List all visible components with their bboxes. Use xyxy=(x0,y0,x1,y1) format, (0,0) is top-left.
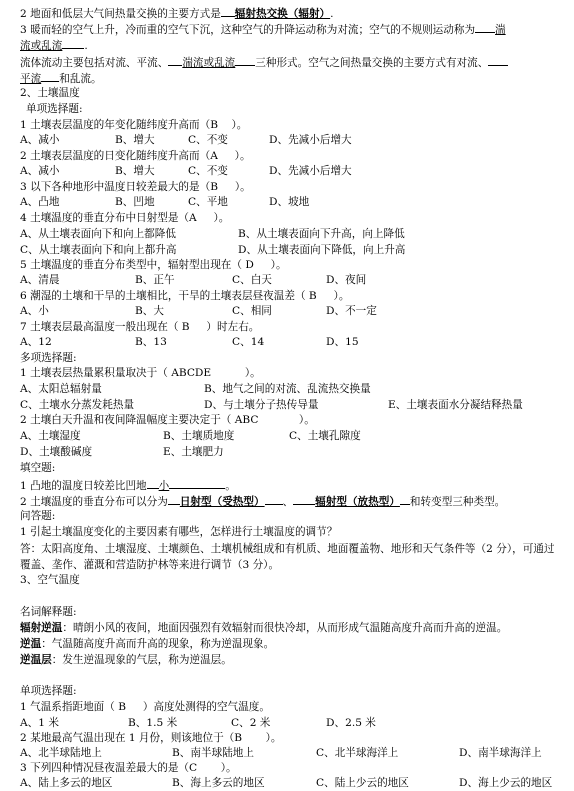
multi-choice-heading: 多项选择题: xyxy=(20,352,77,364)
s1-line3 xyxy=(20,37,88,53)
single-choice-heading: 单项选择题: xyxy=(26,103,83,115)
term-2-definition: ：气温随高度升高而升高的现象，称为逆温现象。 xyxy=(41,638,275,650)
soil-q6-option-d: D、不一定 xyxy=(326,305,377,317)
soil-m2-option-a: A、土壤湿度 xyxy=(20,430,81,442)
s1-l1-answer: 辐射热交换（辐射） xyxy=(234,8,331,20)
soil-q2-option-b: B、增大 xyxy=(115,165,155,177)
soil-q6: 6 潮湿的土壤和干旱的土壤相比，干旱的土壤表层昼夜温差（ B ）。 xyxy=(20,290,350,302)
soil-q7-option-c: C、14 xyxy=(232,336,265,348)
s1-l1-pre: 2 地面和低层大气间热量交换的主要方式是 xyxy=(20,8,221,20)
soil-q1-option-d: D、先减小后增大 xyxy=(269,134,352,146)
soil-f2-answer-2: 辐射型（放热型） xyxy=(315,496,400,508)
term-3-definition: ：发生逆温现象的气层，称为逆温层。 xyxy=(51,654,232,666)
soil-q1-option-c: C、不变 xyxy=(188,134,228,146)
soil-f2 xyxy=(20,493,505,509)
soil-q1-option-b: B、增大 xyxy=(115,134,155,146)
term-1-definition: ：晴朗小风的夜间，地面因强烈有效辐射而很快冷却，从而形成气温随高度升高而升高的逆温。 xyxy=(62,622,508,634)
soil-q5-option-d: D、夜间 xyxy=(326,274,367,286)
term-radiation-inversion xyxy=(20,621,507,635)
s1-l4-mid: 三种形式。空气之间热量交换的主要方式有对流、 xyxy=(255,57,489,69)
soil-m2: 2 土壤白天升温和夜间降温幅度主要决定于（ ABC ）。 xyxy=(20,414,315,426)
soil-m1-option-c: C、土壤水分蒸发耗热量 xyxy=(20,399,135,411)
fill-blank-heading: 填空题: xyxy=(20,462,56,474)
s1-l5-answer: 平流 xyxy=(20,73,42,85)
s1-l3-answer: 流或乱流 xyxy=(20,40,63,52)
soil-m2-option-c: C、土壤孔隙度 xyxy=(289,430,361,442)
soil-q2: 2 土壤表层温度的日变化随纬度升高而（A ）。 xyxy=(20,150,251,162)
term-heading: 名词解释题: xyxy=(20,606,77,618)
air-q1-option-d: D、2.5 米 xyxy=(326,717,376,729)
soil-q2-option-d: D、先减小后增大 xyxy=(269,165,352,177)
air-q2-option-d: D、南半球海洋上 xyxy=(459,747,542,759)
soil-f1-answer: 小 xyxy=(158,480,170,492)
soil-q4-option-b: B、从土壤表面向下升高，向上降低 xyxy=(238,228,405,240)
soil-q7-option-d: D、15 xyxy=(326,336,359,348)
air-q2-option-b: B、南半球陆地上 xyxy=(172,747,254,759)
soil-q3: 3 以下各种地形中温度日较差最大的是（B ）。 xyxy=(20,181,251,193)
soil-q3-option-b: B、凹地 xyxy=(115,196,155,208)
soil-q6-option-b: B、大 xyxy=(135,305,164,317)
soil-m1: 1 土壤表层热量累积量取决于（ ABCDE ）。 xyxy=(20,367,261,379)
air-q1-option-c: C、2 米 xyxy=(231,717,271,729)
air-q2: 2 某地最高气温出现在 1 月份，则该地位于（B ）。 xyxy=(20,732,282,744)
s1-l5-end: 和乱流。 xyxy=(59,73,102,85)
air-q3-option-d: D、海上少云的地区 xyxy=(459,777,553,789)
section-title-air: 3、空气温度 xyxy=(20,574,80,586)
soil-q2-option-c: C、不变 xyxy=(188,165,228,177)
air-q3: 3 下列四种情况昼夜温差最大的是（C ）。 xyxy=(20,762,237,774)
air-q1-option-a: A、1 米 xyxy=(20,717,59,729)
soil-f2-end: 和转变型三种类型。 xyxy=(409,496,506,508)
soil-m1-option-e: E、土壤表面水分凝结释热量 xyxy=(388,399,523,411)
s1-line5 xyxy=(20,70,102,86)
soil-f2-answer-1: 日射型（受热型） xyxy=(179,496,265,508)
term-2-name: 逆温 xyxy=(20,638,42,650)
s1-line1 xyxy=(20,5,334,21)
air-q2-option-c: C、北半球海洋上 xyxy=(316,747,399,759)
soil-q6-option-a: A、小 xyxy=(20,305,49,317)
s1-l2-answer: 湍 xyxy=(495,24,506,36)
soil-q7-option-b: B、13 xyxy=(135,336,167,348)
soil-q3-option-d: D、坡地 xyxy=(269,196,310,208)
air-q1-option-b: B、1.5 米 xyxy=(128,717,178,729)
soil-m2-option-b: B、土壤质地度 xyxy=(163,430,235,442)
soil-qa1: 1 引起土壤温度变化的主要因素有哪些，怎样进行土壤温度的调节？ xyxy=(20,526,338,538)
soil-q7-option-a: A、12 xyxy=(20,336,52,348)
air-q3-option-a: A、陆上多云的地区 xyxy=(20,777,113,789)
air-q3-option-c: C、陆上少云的地区 xyxy=(316,777,409,789)
soil-q4-option-c: C、从土壤表面向下和向上都升高 xyxy=(20,244,177,256)
soil-q5-option-c: C、白天 xyxy=(232,274,272,286)
s1-l4-answer: 湍流或乱流 xyxy=(182,57,236,69)
term-inversion-layer xyxy=(20,653,232,667)
soil-f1 xyxy=(20,477,236,493)
soil-q3-option-a: A、凸地 xyxy=(20,196,60,208)
soil-m1-option-b: B、地气之间的对流、乱流热交换量 xyxy=(204,383,371,395)
soil-f1-end: 。 xyxy=(225,480,236,492)
air-q1: 1 气温系指距地面（ B ）高度处测得的空气温度。 xyxy=(20,701,270,713)
soil-f2-pre: 2 土壤温度的垂直分布可以分为 xyxy=(20,496,168,508)
term-inversion xyxy=(20,637,274,651)
qa-heading: 问答题: xyxy=(20,510,56,522)
term-1-name: 辐射逆温 xyxy=(20,622,63,634)
s1-line4 xyxy=(20,54,508,70)
s1-l3-end: . xyxy=(84,40,88,52)
soil-q7: 7 土壤表层最高温度一般出现在（ B ）时左右。 xyxy=(20,321,260,333)
soil-m2-option-d: D、土壤酸碱度 xyxy=(20,446,93,458)
soil-f2-sep: 、 xyxy=(282,496,294,508)
soil-q3-option-c: C、平地 xyxy=(188,196,228,208)
s1-l1-end: . xyxy=(330,8,334,20)
soil-q1: 1 土壤表层温度的年变化随纬度升高而（B ）。 xyxy=(20,119,248,131)
soil-q5-option-a: A、清晨 xyxy=(20,274,60,286)
s1-line2 xyxy=(20,21,506,37)
s1-l4-pre: 流体流动主要包括对流、平流、 xyxy=(20,57,169,69)
soil-q5-option-b: B、正午 xyxy=(135,274,175,286)
soil-q1-option-a: A、减小 xyxy=(20,134,60,146)
air-q2-option-a: A、北半球陆地上 xyxy=(20,747,102,759)
soil-m1-option-a: A、太阳总辐射量 xyxy=(20,383,102,395)
soil-q6-option-c: C、相同 xyxy=(232,305,272,317)
soil-f1-pre: 1 凸地的温度日较差比凹地 xyxy=(20,480,147,492)
section-title-soil: 2、土壤温度 xyxy=(20,87,80,99)
soil-m2-option-e: E、土壤肥力 xyxy=(163,446,224,458)
air-single-choice-heading: 单项选择题: xyxy=(20,685,77,697)
soil-m1-option-d: D、与土壤分子热传导量 xyxy=(204,399,319,411)
soil-q4-option-d: D、从土壤表面向下降低，向上升高 xyxy=(238,244,406,256)
soil-q4: 4 土壤温度的垂直分布中日射型是（A ）。 xyxy=(20,212,230,224)
soil-q5: 5 土壤温度的垂直分布类型中，辐射型出现在（ D ）。 xyxy=(20,259,287,271)
soil-qa1-answer: 答：太阳高度角、土壤湿度、土壤颜色、土壤机械组成和有机质、地面覆盖物、地形和天气条件等（2 分），可通过覆盖、垄作、灌溉和营造防护林等来进行调节（3 分）。 xyxy=(20,543,555,571)
term-3-name: 逆温层 xyxy=(20,654,52,666)
soil-q2-option-a: A、减小 xyxy=(20,165,60,177)
soil-q4-option-a: A、从土壤表面向下和向上都降低 xyxy=(20,228,176,240)
s1-l2-pre: 3 暖而轻的空气上升，冷而重的空气下沉，这种空气的升降运动称为对流；空气的不规则运动称为 xyxy=(20,24,476,36)
air-q3-option-b: B、海上多云的地区 xyxy=(172,777,265,789)
